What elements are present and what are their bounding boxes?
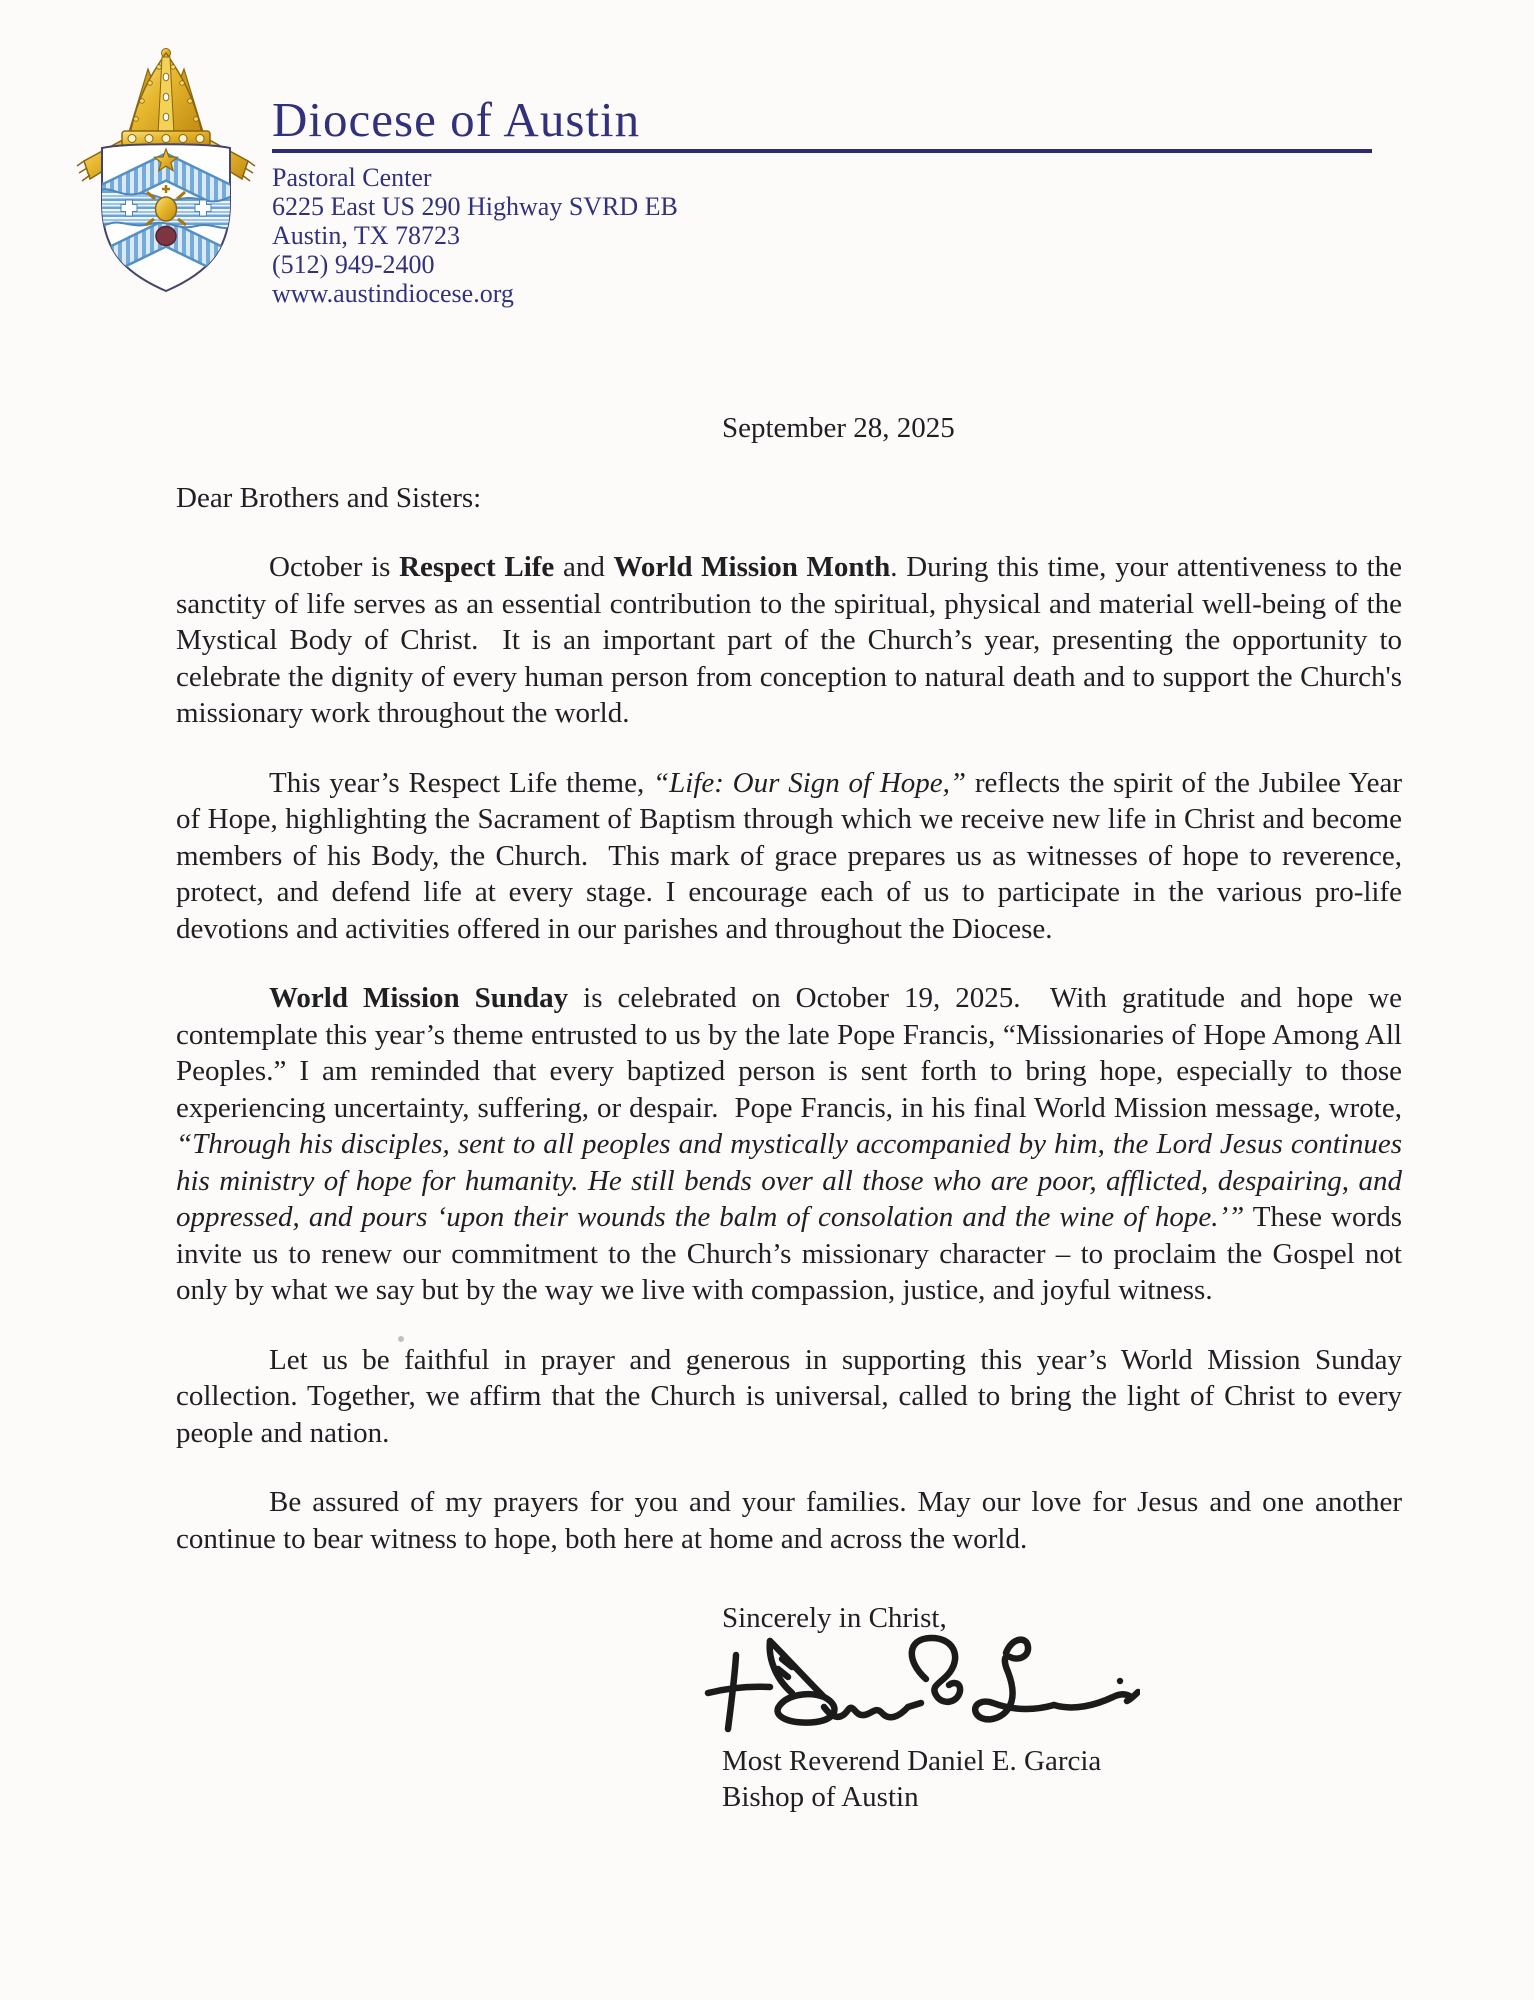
- paragraph: Let us be faithful in prayer and generous in supporting this year’s World Mission Sunday collection. Together, we affirm that the Church is universal, called to bring the light of Christ to every people and nation.: [176, 1343, 1410, 1449]
- signer-name: Most Reverend Daniel E. Garcia: [722, 1744, 1102, 1777]
- organization-name: Diocese of Austin: [272, 92, 641, 147]
- letter-body: [176, 410, 1410, 1557]
- closing-block: [722, 1600, 1140, 1816]
- address-line: 6225 East US 290 Highway SVRD EB: [272, 192, 678, 221]
- paragraph: October is Respect Life and World Mission Month. During this time, your attentiveness to the sanctity of life serves as an essential contribution to the spiritual, physical and material well-being of the Mystical Body of Christ. It is an important part of the Church’s year, presenting the opportunity to celebrate the dignity of every human person from conception to natural death and to support the Church's missionary work throughout the world.: [176, 551, 1410, 729]
- address-line: www.austindiocese.org: [272, 279, 514, 308]
- letter-date: September 28, 2025: [722, 412, 955, 444]
- address-line: Pastoral Center: [272, 163, 432, 192]
- address-line: Austin, TX 78723: [272, 221, 461, 250]
- paragraph: Be assured of my prayers for you and your families. May our love for Jesus and one another continue to bear witness to hope, both here at home and across the world.: [176, 1486, 1410, 1555]
- paragraphs: [176, 549, 1410, 1557]
- diocese-coat-of-arms-logo: [62, 44, 282, 306]
- valediction: Sincerely in Christ,: [722, 1602, 947, 1634]
- address-block: [272, 163, 1372, 308]
- salutation: Dear Brothers and Sisters:: [176, 481, 482, 514]
- paragraph: This year’s Respect Life theme, “Life: Our Sign of Hope,” reflects the spirit of the Jubilee Year of Hope, highlighting the Sacrament of Baptism through which we receive new life in Christ and become members of his Body, the Church. This mark of grace prepares us as witnesses of hope to reverence, protect, and defend life at every stage. I encourage each of us to participate in the various pro-life devotions and activities offered in our parishes and throughout the Diocese.: [176, 766, 1410, 945]
- address-line: (512) 949-2400: [272, 250, 435, 279]
- signer-title: Bishop of Austin: [722, 1781, 919, 1813]
- header-rule: [272, 149, 1372, 153]
- bishop-signature: [700, 1633, 1140, 1743]
- scan-speckle: [398, 1336, 404, 1342]
- paragraph: World Mission Sunday is celebrated on October 19, 2025. With gratitude and hope we contemplate this year’s theme entrusted to us by the late Pope Francis, “Missionaries of Hope Among All Peoples.” I am reminded that every baptized person is sent forth to bring hope, especially to those experiencing uncertainty, suffering, or despair. Pope Francis, in his final World Mission message, wrote, “Through his disciples, sent to all peoples and mystically accompanied by him, the Lord Jesus continues his ministry of hope for humanity. He still bends over all those who are poor, afflicted, despairing, and oppressed, and pours ‘upon their wounds the balm of consolation and the wine of hope.’” These words invite us to renew our commitment to the Church’s missionary character – to proclaim the Gospel not only by what we say but by the way we live with compassion, justice, and joyful witness.: [176, 982, 1410, 1306]
- masthead: [272, 94, 1372, 308]
